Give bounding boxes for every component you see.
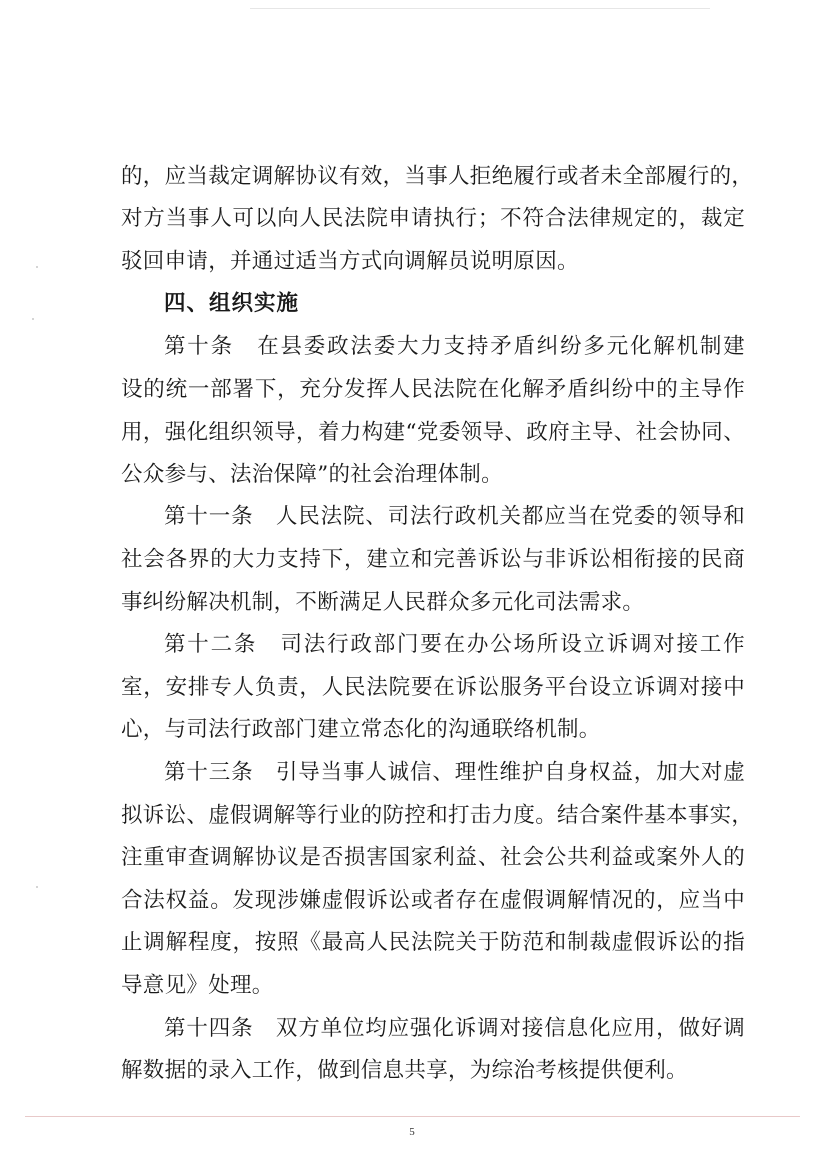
body-line: 注重审查调解协议是否损害国家利益、社会公共利益或案外人的 [121,845,745,870]
body-line: 社会各界的大力支持下，建立和完善诉讼与非诉讼相衔接的民商 [121,547,745,572]
section-heading: 四、组织实施 [164,291,300,316]
body-line: 的，应当裁定调解协议有效，当事人拒绝履行或者未全部履行的， [121,164,754,189]
body-line: 止调解程度，按照《最高人民法院关于防范和制裁虚假诉讼的指 [121,930,745,955]
body-line: 对方当事人可以向人民法院申请执行；不符合法律规定的，裁定 [121,206,745,231]
body-line: 拟诉讼、虚假调解等行业的防控和打击力度。结合案件基本事实， [121,803,754,828]
body-line: 驳回申请，并通过适当方式向调解员说明原因。 [121,249,579,274]
article-10-line: 第十条 在县委政法委大力支持矛盾纠纷多元化解机制建 [164,334,745,359]
body-line: 用，强化组织领导，着力构建“党委领导、政府主导、社会协同、 [121,420,745,445]
body-line: 解数据的录入工作，做到信息共享，为综治考核提供便利。 [121,1058,688,1083]
article-12-line: 第十二条 司法行政部门要在办公场所设立诉调对接工作 [164,632,745,657]
top-edge-line [250,8,710,9]
article-11-line: 第十一条 人民法院、司法行政机关都应当在党委的领导和 [164,504,745,529]
page-number: 5 [409,1126,415,1138]
scan-speck [32,318,34,320]
article-13-line: 第十三条 引导当事人诚信、理性维护自身权益，加大对虚 [164,760,745,785]
article-14-line: 第十四条 双方单位均应强化诉调对接信息化应用，做好调 [164,1016,745,1041]
body-line: 心，与司法行政部门建立常态化的沟通联络机制。 [121,717,601,742]
body-line: 事纠纷解决机制，不断满足人民群众多元化司法需求。 [121,590,645,615]
body-line: 公众参与、法治保障”的社会治理体制。 [121,462,503,487]
body-line: 导意见》处理。 [121,973,274,998]
body-line: 合法权益。发现涉嫌虚假诉讼或者存在虚假调解情况的，应当中 [121,888,745,913]
body-line: 设的统一部署下，充分发挥人民法院在化解矛盾纠纷中的主导作 [121,377,745,402]
body-line: 室，安排专人负责，人民法院要在诉讼服务平台设立诉调对接中 [121,675,745,700]
footer-rule [25,1116,800,1117]
scan-speck [36,886,38,888]
scan-speck [36,266,38,268]
